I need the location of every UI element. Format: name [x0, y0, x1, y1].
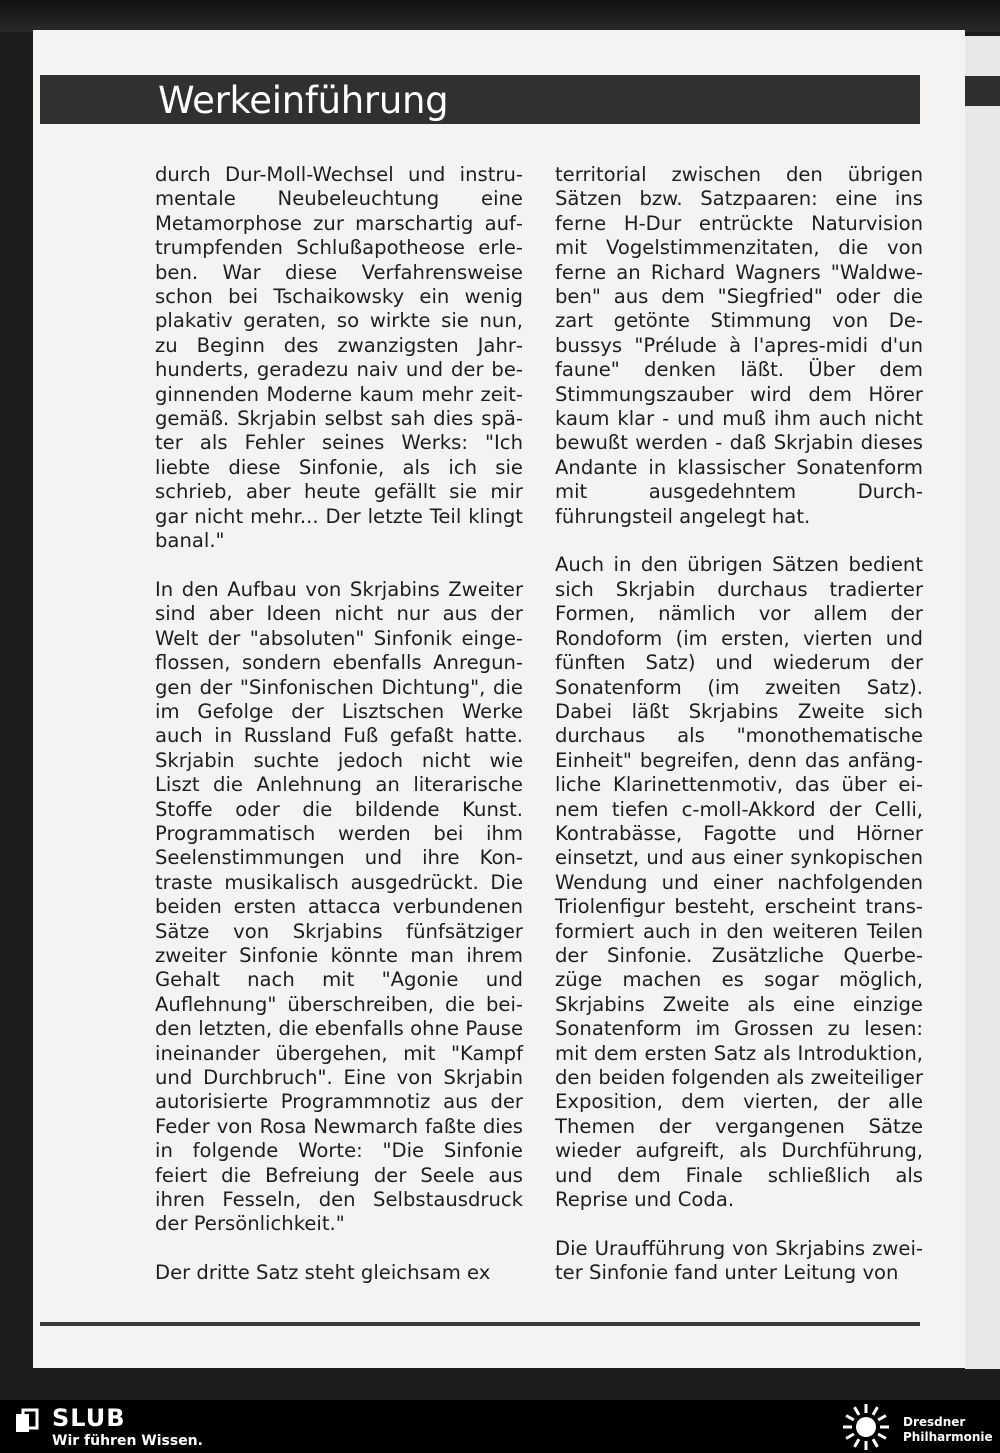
scan-border — [0, 0, 1000, 32]
partner-name-line1: Dresdner — [903, 1415, 966, 1429]
adjacent-page-edge — [965, 36, 1000, 1369]
paragraph: Die Uraufführung von Skrjabins zweiter Sinfonie fand unter Leitung von — [555, 1236, 923, 1285]
paragraph: Auch in den übrigen Sätzen bedient sich Skrjabin durchaus tradierter Formen, nämlich vor allem der Rondoform (im ersten, vierten und fünften Satz) und wiederum der Sonatenform (im zweiten Satz). Dabei läßt Skrjabins Zweite sich durchaus als "monothematische Einheit" begreifen, denn das anfängliche Klarinettenmotiv, das über einem tiefen c-moll-Akkord der Celli, Kontrabässe, Fagotte und Hörner einsetzt, und aus einer synkopischen Wendung und einer nachfolgenden Triolenfigur besteht, erscheint transformiert auch in den weiteren Teilen der Sinfonie. Zusätzliche Querbezüge machen es sogar möglich, Skrjabins Zweite als eine einzige Sonatenform im Grossen zu lesen: mit dem ersten Satz als Introduktion, den beiden folgenden als zweiteiliger Exposition, dem vierten, der alle Themen der vergangenen Sätze wieder aufgreift, als Durchführung, und dem Finale schließlich als Reprise und Coda. — [555, 553, 923, 1212]
library-tagline: Wir führen Wissen. — [52, 1433, 203, 1449]
partner-name — [903, 1415, 993, 1445]
dresdner-philharmonie-logo-icon — [840, 1402, 892, 1452]
text-column-left — [155, 163, 523, 1286]
slub-logo-icon — [14, 1408, 40, 1434]
partner-name-line2: Philharmonie — [903, 1430, 993, 1444]
paragraph: territorial zwischen den übrigen Sätzen bzw. Satzpaaren: eine ins ferne H-Dur entrückte Naturvision mit Vogelstimmenzitaten, die von ferne an Richard Wagners "Waldweben" aus dem "Siegfried" oder die zart getönte Stimmung von Debussys "Prélude à l'apres-midi d'un faune" denken läßt. Über dem Stimmungszauber wird dem Hörer kaum klar - und muß ihm auch nicht bewußt werden - daß Skrjabin dieses Andante in klassischer Sonatenform mit ausgedehntem Durchführungsteil angelegt hat. — [555, 163, 923, 528]
paragraph: durch Dur-Moll-Wechsel und instrumentale Neubeleuchtung eine Metamorphose zur marschartig auftrumpfenden Schlußapotheose erleben. War diese Verfahrensweise schon bei Tschaikowsky ein wenig plakativ geraten, so wirkte sie nun, zu Beginn des zwanzigsten Jahrhunderts, geradezu naiv und der beginnenden Moderne kaum mehr zeitgemäß. Skrjabin selbst sah dies später als Fehler seines Werks: "Ich liebte diese Sinfonie, als ich sie schrieb, aber heute gefällt sie mir gar nicht mehr... Der letzte Teil klingt banal." — [155, 163, 523, 553]
section-title: Werkeinführung — [158, 79, 449, 122]
text-column-right — [555, 163, 923, 1286]
paragraph: Der dritte Satz steht gleichsam ex — [155, 1261, 491, 1285]
paragraph: In den Aufbau von Skrjabins Zweiter sind aber Ideen nicht nur aus der Welt der "absoluten" Sinfonik eingeflossen, sondern ebenfalls Anregungen der "Sinfonischen Dichtung", die im Gefolge der Lisztschen Werke auch in Russland Fuß gefaßt hatte. Skrjabin suchte jedoch nicht wie Liszt die Anlehnung an literarische Stoffe oder die bildende Kunst. Programmatisch werden bei ihm Seelenstimmungen und ihre Kontraste musikalisch ausgedrückt. Die beiden ersten attacca verbundenen Sätze von Skrjabins fünfsätziger zweiter Sinfonie könnte man ihrem Gehalt nach mit "Agonie und Auflehnung" überschreiben, die beiden letzten, die ebenfalls ohne Pause ineinander übergehen, mit "Kampf und Durchbruch". Eine von Skrjabin autorisierte Programmnotiz aus der Feder von Rosa Newmarch faßte dies in folgende Worte: "Die Sinfonie feiert die Befreiung der Seele aus ihren Fesseln, den Selbstausdruck der Persönlichkeit." — [155, 577, 523, 1236]
adjacent-page-header-bar — [965, 76, 1000, 106]
bottom-rule — [40, 1322, 920, 1326]
library-name: SLUB — [52, 1404, 126, 1432]
